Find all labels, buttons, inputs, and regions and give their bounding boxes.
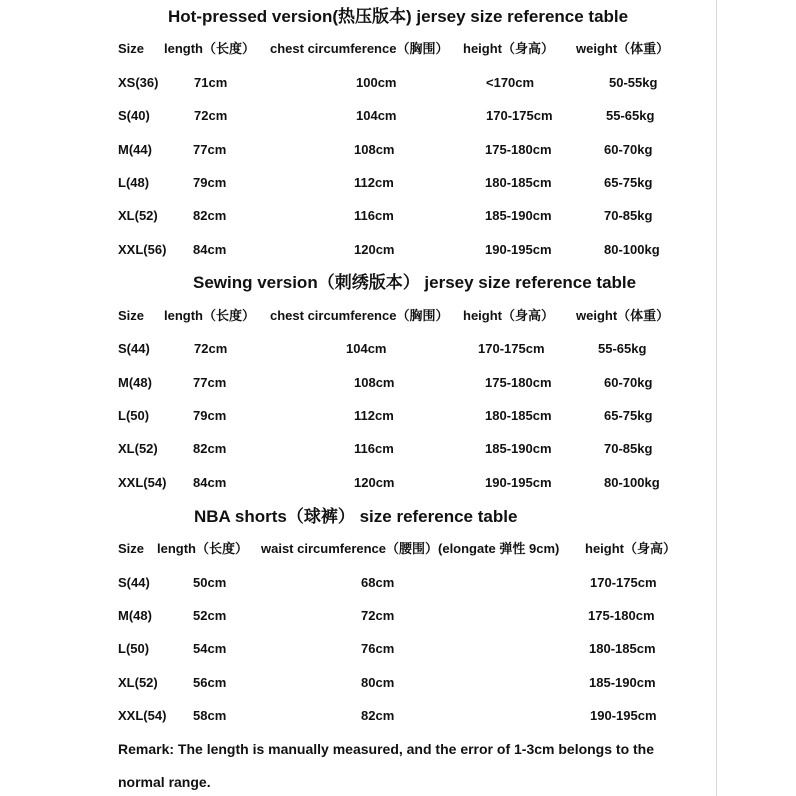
remark-line-2: normal range.	[118, 774, 211, 790]
hot-pressed-header-chest: chest circumference（胸围）	[270, 41, 449, 56]
length-cell: 82cm	[193, 441, 227, 456]
size-cell: XL(52)	[118, 675, 158, 690]
weight-cell: 80-100kg	[604, 242, 660, 257]
sewing-header-length: length（长度）	[164, 308, 255, 323]
waist-cell: 68cm	[361, 575, 395, 590]
chest-cell: 108cm	[354, 142, 395, 157]
shorts-header-height: height（身高）	[585, 541, 676, 556]
sewing-header-chest: chest circumference（胸围）	[270, 308, 449, 323]
waist-cell: 72cm	[361, 608, 395, 623]
height-cell: 185-190cm	[589, 675, 656, 690]
size-cell: XL(52)	[118, 441, 158, 456]
height-cell: 180-185cm	[485, 175, 552, 190]
size-cell: S(44)	[118, 341, 150, 356]
length-cell: 77cm	[193, 142, 227, 157]
height-cell: 170-175cm	[590, 575, 657, 590]
height-cell: 185-190cm	[485, 441, 552, 456]
weight-cell: 55-65kg	[606, 108, 655, 123]
height-cell: 175-180cm	[588, 608, 655, 623]
remark-line-1: Remark: The length is manually measured, and the error of 1-3cm belongs to the	[118, 741, 655, 757]
waist-cell: 82cm	[361, 708, 395, 723]
height-cell: 190-195cm	[590, 708, 657, 723]
waist-cell: 80cm	[361, 675, 395, 690]
length-cell: 79cm	[193, 175, 227, 190]
size-cell: XXL(54)	[118, 708, 167, 723]
hot-pressed-header-weight: weight（体重）	[576, 41, 670, 56]
hot-pressed-title: Hot-pressed version(热压版本) jersey size reference table	[168, 7, 629, 26]
sewing-header-weight: weight（体重）	[576, 308, 670, 323]
chest-cell: 100cm	[356, 75, 397, 90]
length-cell: 79cm	[193, 408, 227, 423]
chest-cell: 104cm	[346, 341, 387, 356]
size-cell: XS(36)	[118, 75, 159, 90]
size-cell: L(50)	[118, 408, 150, 423]
shorts-header-waist: waist circumference（腰围）(elongate 弹性 9cm)	[261, 541, 560, 556]
weight-cell: 50-55kg	[609, 75, 658, 90]
size-cell: M(48)	[118, 375, 152, 390]
length-cell: 77cm	[193, 375, 227, 390]
size-cell: XL(52)	[118, 208, 158, 223]
length-cell: 82cm	[193, 208, 227, 223]
length-cell: 50cm	[193, 575, 227, 590]
chest-cell: 120cm	[354, 475, 395, 490]
length-cell: 71cm	[194, 75, 228, 90]
weight-cell: 70-85kg	[604, 208, 653, 223]
size-cell: L(48)	[118, 175, 150, 190]
right-border-line	[716, 0, 717, 796]
size-cell: M(44)	[118, 142, 152, 157]
length-cell: 54cm	[193, 641, 227, 656]
height-cell: 190-195cm	[485, 242, 552, 257]
sewing-title: Sewing version（刺绣版本） jersey size reference table	[193, 273, 637, 292]
weight-cell: 80-100kg	[604, 475, 660, 490]
length-cell: 84cm	[193, 475, 227, 490]
length-cell: 72cm	[194, 341, 228, 356]
height-cell: 190-195cm	[485, 475, 552, 490]
size-cell: S(44)	[118, 575, 150, 590]
chest-cell: 116cm	[354, 441, 394, 456]
chest-cell: 104cm	[356, 108, 397, 123]
height-cell: 180-185cm	[589, 641, 656, 656]
weight-cell: 60-70kg	[604, 375, 653, 390]
hot-pressed-header-size: Size	[118, 41, 145, 56]
weight-cell: 65-75kg	[604, 175, 653, 190]
chest-cell: 116cm	[354, 208, 394, 223]
height-cell: <170cm	[486, 75, 535, 90]
shorts-header-size: Size	[118, 541, 145, 556]
sewing-header-height: height（身高）	[463, 308, 554, 323]
size-cell: L(50)	[118, 641, 150, 656]
height-cell: 180-185cm	[485, 408, 552, 423]
height-cell: 175-180cm	[485, 142, 552, 157]
size-cell: XXL(56)	[118, 242, 167, 257]
weight-cell: 70-85kg	[604, 441, 653, 456]
weight-cell: 65-75kg	[604, 408, 653, 423]
chest-cell: 112cm	[354, 175, 394, 190]
shorts-header-length: length（长度）	[157, 541, 248, 556]
weight-cell: 60-70kg	[604, 142, 653, 157]
size-cell: M(48)	[118, 608, 152, 623]
sewing-header-size: Size	[118, 308, 145, 323]
shorts-title: NBA shorts（球裤） size reference table	[194, 507, 518, 526]
size-cell: S(40)	[118, 108, 150, 123]
length-cell: 58cm	[193, 708, 227, 723]
height-cell: 170-175cm	[478, 341, 545, 356]
weight-cell: 55-65kg	[598, 341, 647, 356]
size-cell: XXL(54)	[118, 475, 167, 490]
length-cell: 72cm	[194, 108, 228, 123]
height-cell: 175-180cm	[485, 375, 552, 390]
chest-cell: 112cm	[354, 408, 394, 423]
length-cell: 84cm	[193, 242, 227, 257]
chest-cell: 120cm	[354, 242, 395, 257]
height-cell: 170-175cm	[486, 108, 553, 123]
height-cell: 185-190cm	[485, 208, 552, 223]
length-cell: 56cm	[193, 675, 227, 690]
hot-pressed-header-height: height（身高）	[463, 41, 554, 56]
hot-pressed-header-length: length（长度）	[164, 41, 255, 56]
length-cell: 52cm	[193, 608, 227, 623]
waist-cell: 76cm	[361, 641, 395, 656]
chest-cell: 108cm	[354, 375, 395, 390]
